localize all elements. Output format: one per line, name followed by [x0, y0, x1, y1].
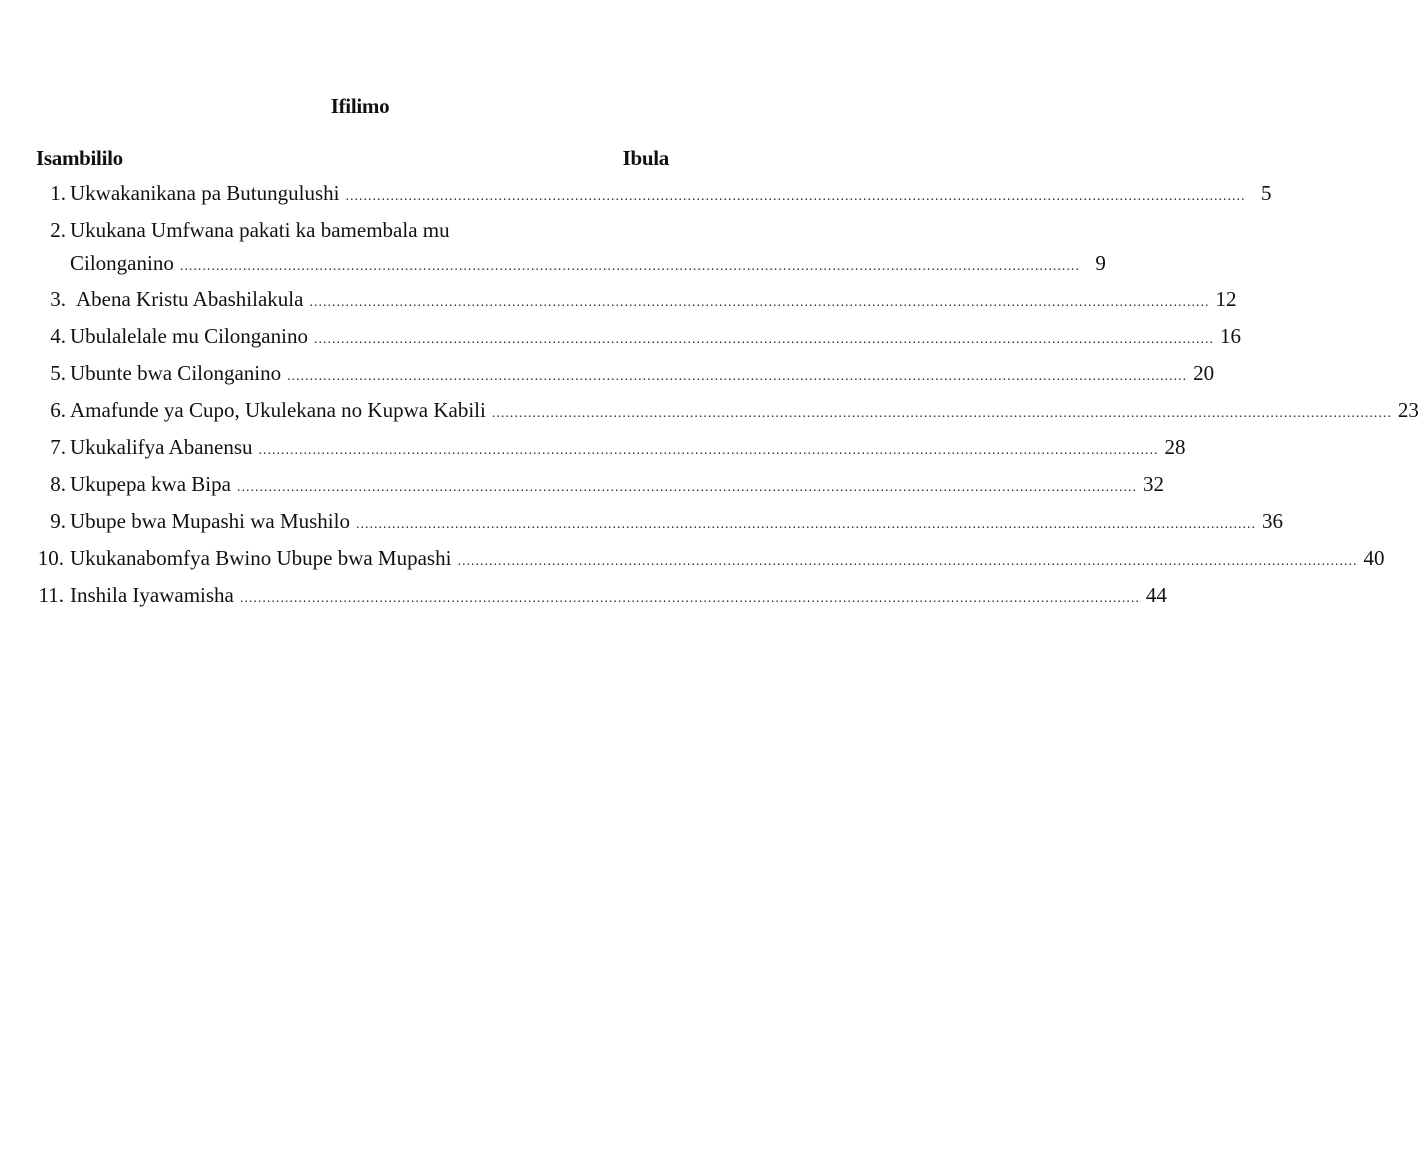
entry-page: 16: [1219, 324, 1241, 348]
toc-entry: [0, 432, 1186, 462]
toc-entry: [0, 395, 1419, 425]
entry-page: 32: [1142, 472, 1164, 496]
toc-entry: [0, 469, 1164, 499]
toc-entry: [0, 358, 1215, 388]
entry-number: 7.: [50, 435, 66, 459]
entry-title: Ukukanabomfya Bwino Ubupe bwa Mupashi: [70, 546, 452, 570]
dot-leader: ........................................................................................................................................................................................................: [313, 332, 1214, 347]
entry-title: Ukukalifya Abanensu: [70, 435, 253, 459]
entry-page: 40: [1363, 546, 1385, 570]
dot-leader: ........................................................................................................................................................................................................: [179, 259, 1080, 274]
dot-leader: ........................................................................................................................................................................................................: [457, 554, 1358, 569]
entry-number: 1.: [50, 181, 66, 205]
toc-entry: [0, 506, 1283, 536]
entry-title: Ubupe bwa Mupashi wa Mushilo: [70, 509, 350, 533]
entry-number: 6.: [50, 398, 66, 422]
toc-entry: [0, 178, 1272, 208]
column-header-page: Ibula: [622, 146, 669, 170]
dot-leader: ........................................................................................................................................................................................................: [287, 369, 1188, 384]
entry-number: 9.: [50, 509, 66, 533]
dot-leader: ........................................................................................................................................................................................................: [236, 480, 1137, 495]
entry-number: 3.: [50, 287, 66, 311]
toc-entry: [0, 543, 1385, 573]
entry-title: Ukupepa kwa Bipa: [70, 472, 231, 496]
toc-entry: [0, 321, 1241, 351]
entry-page: 44: [1145, 583, 1167, 607]
dot-leader: ........................................................................................................................................................................................................: [491, 406, 1392, 421]
entry-number: 2.: [50, 218, 66, 242]
entry-number: 10.: [37, 546, 64, 570]
entry-title: Inshila Iyawamisha: [70, 583, 234, 607]
entry-page: 23: [1397, 398, 1419, 422]
entry-title: Abena Kristu Abashilakula: [76, 287, 304, 311]
entry-title: Ubunte bwa Cilonganino: [70, 361, 282, 385]
entry-page: 28: [1164, 435, 1186, 459]
dot-leader: ........................................................................................................................................................................................................: [309, 295, 1210, 310]
entry-page: 9: [1095, 251, 1106, 275]
entry-title: Amafunde ya Cupo, Ukulekana no Kupwa Kabili: [70, 398, 486, 422]
entry-page: 12: [1215, 287, 1237, 311]
dot-leader: ........................................................................................................................................................................................................: [258, 443, 1159, 458]
dot-leader: ........................................................................................................................................................................................................: [239, 591, 1140, 606]
dot-leader: ........................................................................................................................................................................................................: [345, 189, 1246, 204]
page-title: Ifilimo: [330, 94, 390, 118]
entry-title: Ukukana Umfwana pakati ka bamembala mu: [70, 218, 450, 242]
entry-page: 36: [1261, 509, 1283, 533]
entry-page: 5: [1260, 181, 1272, 205]
dot-leader: ........................................................................................................................................................................................................: [355, 517, 1256, 532]
entry-number: 8.: [50, 472, 66, 496]
entry-number: 5.: [50, 361, 66, 385]
entry-title: Ubulalelale mu Cilonganino: [70, 324, 308, 348]
toc-entry: [0, 580, 1167, 610]
entry-title-continued: Cilonganino: [70, 251, 174, 275]
entry-page: 20: [1193, 361, 1215, 385]
entry-number: 4.: [50, 324, 66, 348]
entry-title: Ukwakanikana pa Butungulushi: [70, 181, 340, 205]
toc-entry: [0, 215, 1106, 279]
entry-number: 11.: [38, 583, 64, 607]
toc-entry: [0, 284, 1237, 314]
column-header-lesson: Isambililo: [36, 146, 123, 170]
